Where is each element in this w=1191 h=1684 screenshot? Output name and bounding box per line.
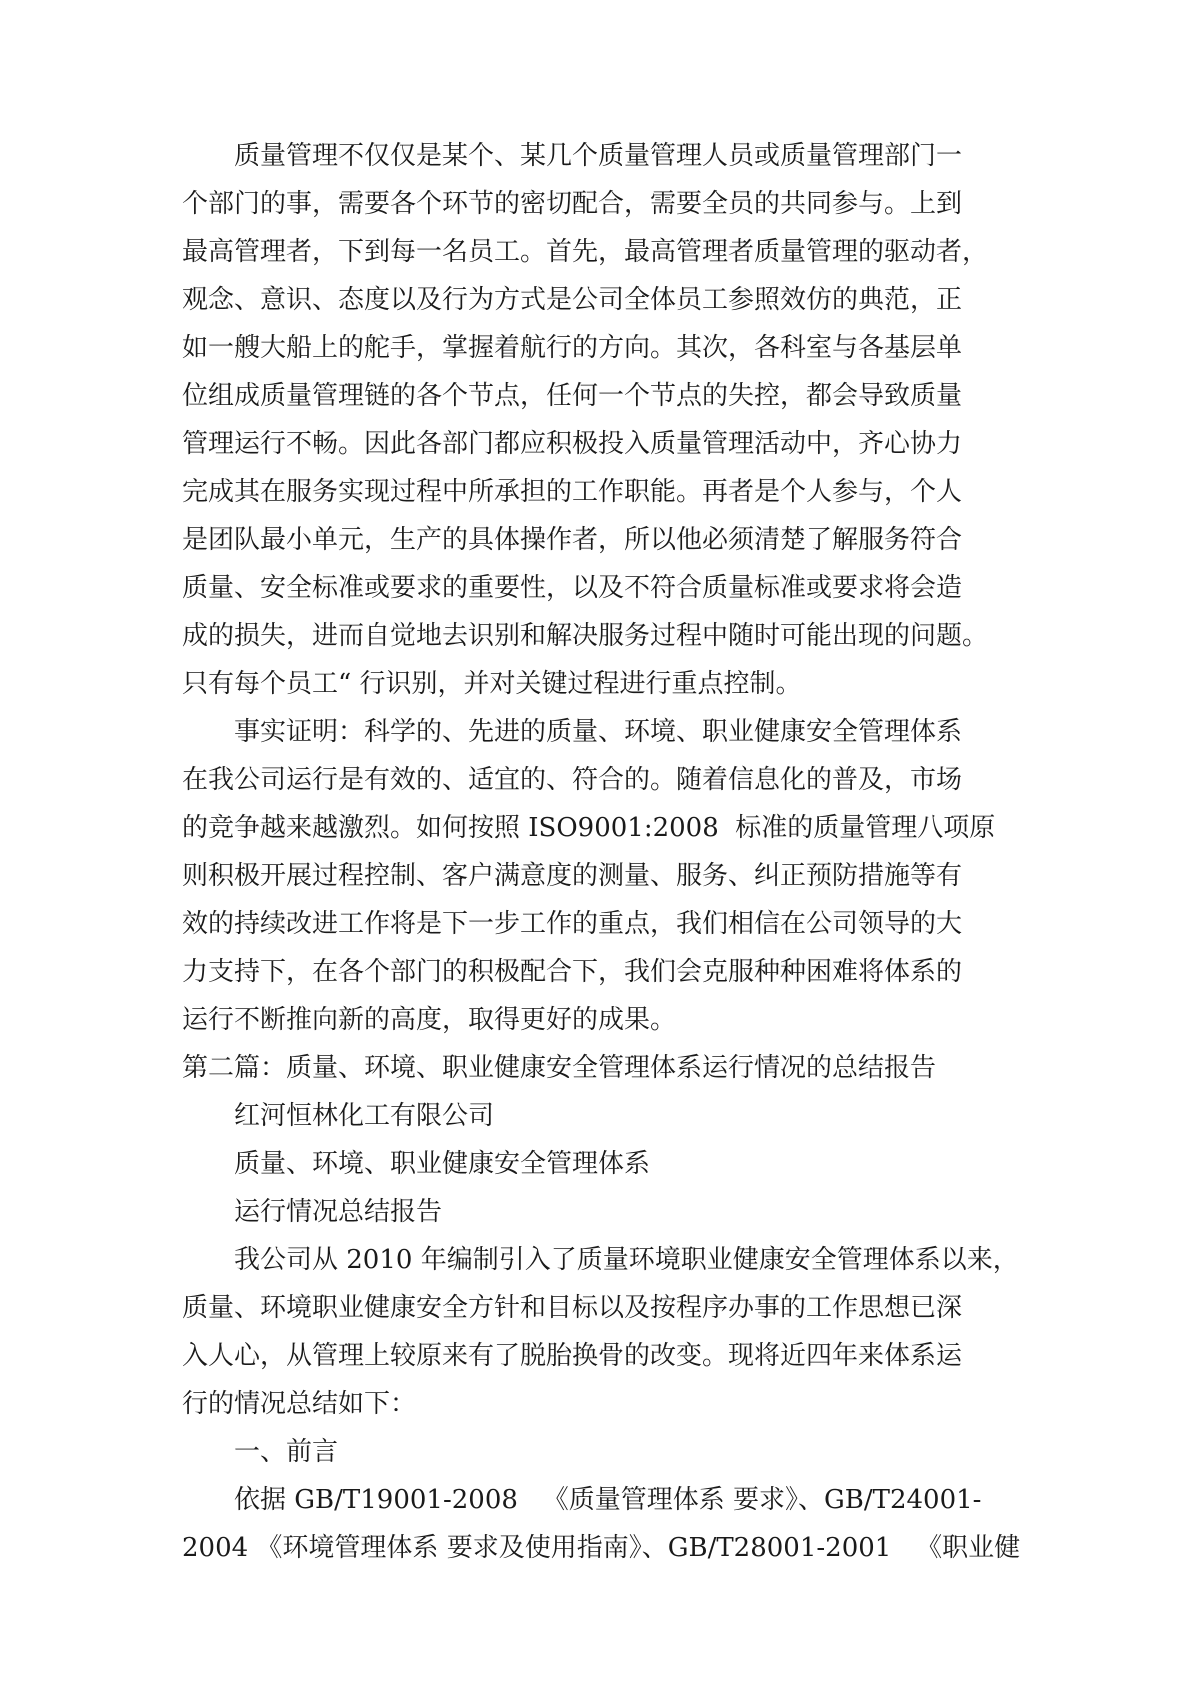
paragraph-line: 运行不断推向新的高度，取得更好的成果。	[182, 1005, 677, 1035]
paragraph-line: 个部门的事，需要各个环节的密切配合，需要全员的共同参与。上到	[182, 189, 963, 219]
paragraph-line: 位组成质量管理链的各个节点，任何一个节点的失控，都会导致质量	[182, 381, 963, 411]
paragraph-line: 观念、意识、态度以及行为方式是公司全体员工参照效仿的典范，正	[182, 285, 963, 315]
paragraph-line: 2004 《环境管理体系 要求及使用指南》、GB/T28001-2001 《职业健	[182, 1533, 1021, 1563]
paragraph-line: 依据 GB/T19001-2008 《质量管理体系 要求》、GB/T24001-	[234, 1485, 982, 1515]
report-title: 质量、环境、职业健康安全管理体系	[234, 1149, 651, 1179]
paragraph-line: 事实证明：科学的、先进的质量、环境、职业健康安全管理体系	[234, 717, 963, 747]
paragraph-line: 成的损失，进而自觉地去识别和解决服务过程中随时可能出现的问题。	[182, 621, 989, 651]
paragraph-line: 完成其在服务实现过程中所承担的工作职能。再者是个人参与，个人	[182, 477, 963, 507]
paragraph-line: 入人心，从管理上较原来有了脱胎换骨的改变。现将近四年来体系运	[182, 1341, 963, 1371]
paragraph-line: 的竞争越来越激烈。如何按照 ISO9001:2008 标准的质量管理八项原	[182, 813, 996, 843]
paragraph-line: 力支持下，在各个部门的积极配合下，我们会克服种种困难将体系的	[182, 957, 963, 987]
paragraph-line: 则积极开展过程控制、客户满意度的测量、服务、纠正预防措施等有	[182, 861, 963, 891]
document-page	[182, 132, 1024, 1572]
paragraph-line: 质量管理不仅仅是某个、某几个质量管理人员或质量管理部门一	[234, 141, 963, 171]
paragraph-line: 质量、环境职业健康安全方针和目标以及按程序办事的工作思想已深	[182, 1293, 963, 1323]
paragraph-line: 我公司从 2010 年编制引入了质量环境职业健康安全管理体系以来，	[234, 1245, 1019, 1275]
paragraph-line: 效的持续改进工作将是下一步工作的重点，我们相信在公司领导的大	[182, 909, 963, 939]
company-name: 红河恒林化工有限公司	[234, 1101, 495, 1131]
subsection-heading: 一、前言	[234, 1437, 339, 1467]
paragraph-line: 质量、安全标准或要求的重要性，以及不符合质量标准或要求将会造	[182, 573, 963, 603]
report-subtitle: 运行情况总结报告	[234, 1197, 443, 1227]
paragraph-line: 只有每个员工“ 行识别，并对关键过程进行重点控制。	[182, 669, 802, 699]
paragraph-line: 在我公司运行是有效的、适宜的、符合的。随着信息化的普及，市场	[182, 765, 963, 795]
paragraph-line: 如一艘大船上的舵手，掌握着航行的方向。其次，各科室与各基层单	[182, 333, 963, 363]
paragraph-line: 行的情况总结如下：	[182, 1389, 417, 1419]
paragraph-line: 是团队最小单元，生产的具体操作者，所以他必须清楚了解服务符合	[182, 525, 963, 555]
paragraph-line: 管理运行不畅。因此各部门都应积极投入质量管理活动中，齐心协力	[182, 429, 963, 459]
paragraph-line: 最高管理者，下到每一名员工。首先，最高管理者质量管理的驱动者，	[182, 237, 989, 267]
section-heading: 第二篇：质量、环境、职业健康安全管理体系运行情况的总结报告	[182, 1053, 937, 1083]
